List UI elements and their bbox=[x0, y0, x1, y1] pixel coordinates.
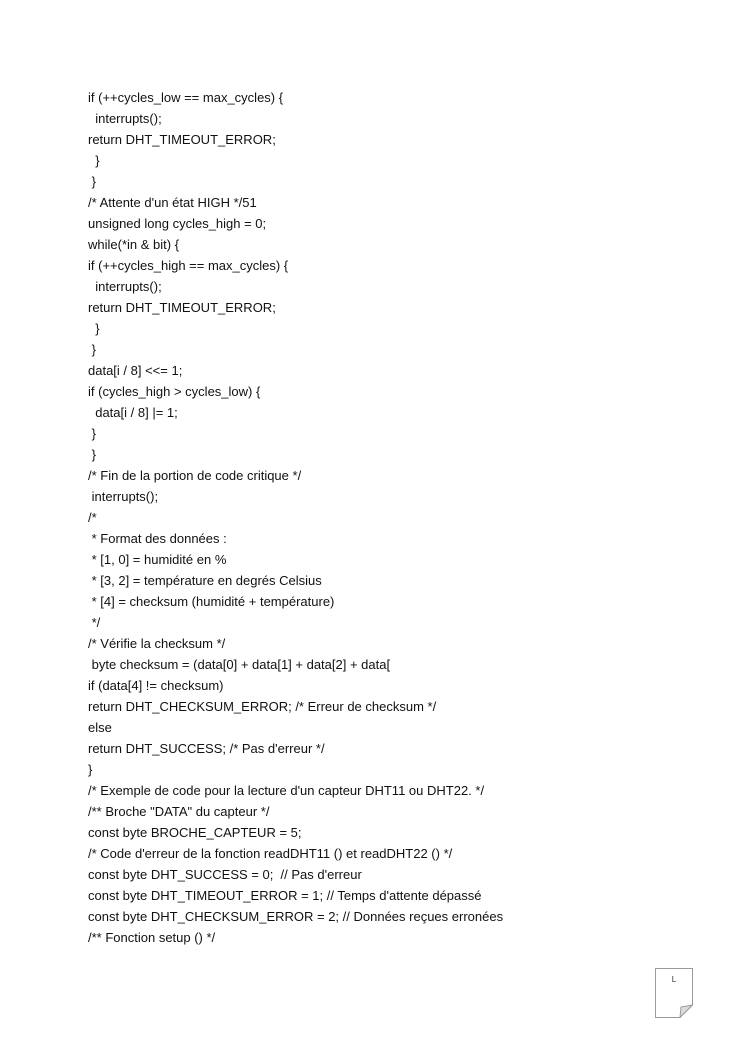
code-line: * [1, 0] = humidité en % bbox=[88, 552, 227, 567]
code-line: } bbox=[88, 447, 96, 462]
code-line: /* Vérifie la checksum */ bbox=[88, 636, 226, 651]
code-line: } bbox=[88, 426, 96, 441]
code-line: data[i / 8] <<= 1; bbox=[88, 363, 183, 378]
code-line: return DHT_TIMEOUT_ERROR; bbox=[88, 132, 276, 147]
code-line: */ bbox=[88, 615, 101, 630]
code-line: /* Attente d'un état HIGH */51 bbox=[88, 195, 257, 210]
code-line: /* Code d'erreur de la fonction readDHT11 () et readDHT22 () */ bbox=[88, 846, 453, 861]
code-line: * Format des données : bbox=[88, 531, 227, 546]
code-line: /* Exemple de code pour la lecture d'un capteur DHT11 ou DHT22. */ bbox=[88, 783, 485, 798]
code-line: /** Broche "DATA" du capteur */ bbox=[88, 804, 270, 819]
code-line: * [3, 2] = température en degrés Celsius bbox=[88, 573, 322, 588]
page-number-badge bbox=[655, 968, 693, 1018]
code-line: * [4] = checksum (humidité + température) bbox=[88, 594, 335, 609]
code-line: return DHT_TIMEOUT_ERROR; bbox=[88, 300, 276, 315]
page-number: L bbox=[671, 975, 677, 984]
code-line: data[i / 8] |= 1; bbox=[88, 405, 178, 420]
code-line: if (++cycles_low == max_cycles) { bbox=[88, 90, 284, 105]
code-line: interrupts(); bbox=[88, 111, 162, 126]
code-line: } bbox=[88, 762, 93, 777]
code-line: const byte DHT_CHECKSUM_ERROR = 2; // Données reçues erronées bbox=[88, 909, 504, 924]
code-line: return DHT_CHECKSUM_ERROR; /* Erreur de checksum */ bbox=[88, 699, 437, 714]
code-line: else bbox=[88, 720, 112, 735]
code-line: if (++cycles_high == max_cycles) { bbox=[88, 258, 289, 273]
code-line: interrupts(); bbox=[88, 279, 162, 294]
code-line: unsigned long cycles_high = 0; bbox=[88, 216, 267, 231]
code-line: if (data[4] != checksum) bbox=[88, 678, 224, 693]
code-line: const byte BROCHE_CAPTEUR = 5; bbox=[88, 825, 302, 840]
code-line: byte checksum = (data[0] + data[1] + data[2] + data[ bbox=[88, 657, 391, 672]
code-line: /* bbox=[88, 510, 97, 525]
code-listing bbox=[88, 87, 708, 948]
code-line: while(*in & bit) { bbox=[88, 237, 180, 252]
code-line: } bbox=[88, 174, 96, 189]
code-line: /* Fin de la portion de code critique */ bbox=[88, 468, 302, 483]
code-line: if (cycles_high > cycles_low) { bbox=[88, 384, 261, 399]
code-line: /** Fonction setup () */ bbox=[88, 930, 216, 945]
code-line: interrupts(); bbox=[88, 489, 159, 504]
code-line: } bbox=[88, 321, 100, 336]
code-line: } bbox=[88, 342, 96, 357]
code-line: const byte DHT_TIMEOUT_ERROR = 1; // Temps d'attente dépassé bbox=[88, 888, 482, 903]
code-line: return DHT_SUCCESS; /* Pas d'erreur */ bbox=[88, 741, 325, 756]
code-line: } bbox=[88, 153, 100, 168]
code-line: const byte DHT_SUCCESS = 0; // Pas d'erreur bbox=[88, 867, 362, 882]
